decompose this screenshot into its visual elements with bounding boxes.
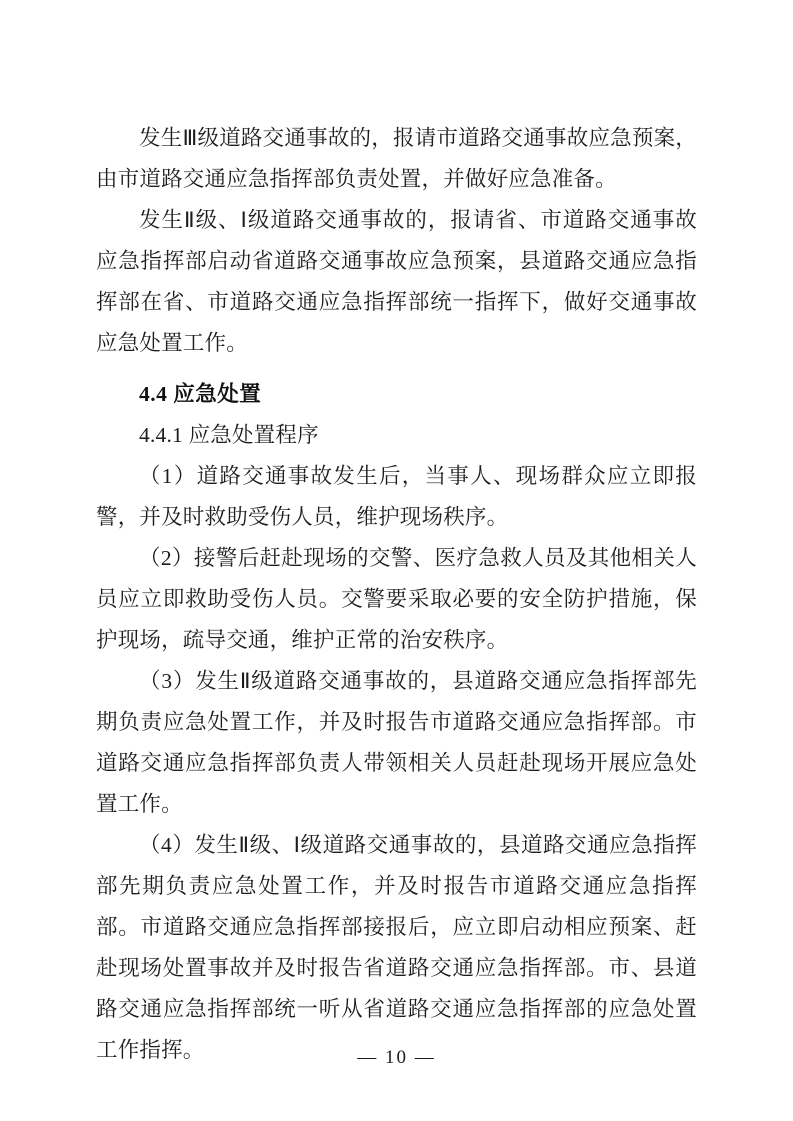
paragraph-3: （1）道路交通事故发生后，当事人、现场群众应立即报警，并及时救助受伤人员，维护现场秩序。 [96, 464, 697, 529]
section-subheading-4-4-1: 4.4.1 应急处置程序 [139, 423, 319, 447]
paragraph-2: 发生Ⅱ级、Ⅰ级道路交通事故的，报请省、市道路交通事故应急指挥部启动省道路交通事故应急预案，县道路交通应急指挥部在省、市道路交通应急指挥部统一指挥下，做好交通事故应急处置工作。 [96, 208, 697, 355]
section-heading-4-4: 4.4 应急处置 [139, 382, 262, 406]
paragraph-4: （2）接警后赶赴现场的交警、医疗急救人员及其他相关人员应立即救助受伤人员。交警要采取必要的安全防护措施，保护现场，疏导交通，维护正常的治安秩序。 [96, 546, 697, 652]
paragraph-5: （3）发生Ⅱ级道路交通事故的，县道路交通应急指挥部先期负责应急处置工作，并及时报告市道路交通应急指挥部。市道路交通应急指挥部负责人带领相关人员赶赴现场开展应急处置工作。 [96, 669, 697, 816]
page-footer [0, 1047, 793, 1069]
heading-spacer [96, 364, 697, 374]
page-number: — 10 — [357, 1047, 436, 1068]
paragraph-1: 发生Ⅲ级道路交通事故的，报请市道路交通事故应急预案，由市道路交通应急指挥部负责处置，并做好应急准备。 [96, 126, 697, 191]
document-body [96, 118, 697, 1071]
paragraph-6: （4）发生Ⅱ级、Ⅰ级道路交通事故的，县道路交通应急指挥部先期负责应急处置工作，并及时报告市道路交通应急指挥部。市道路交通应急指挥部接报后，应立即启动相应预案、赶赴现场处置事故并及时报告省道路交通应急指挥部。市、县道路交通应急指挥部统一听从省道路交通应急指挥部的应急处置工作指挥。 [96, 833, 697, 1062]
